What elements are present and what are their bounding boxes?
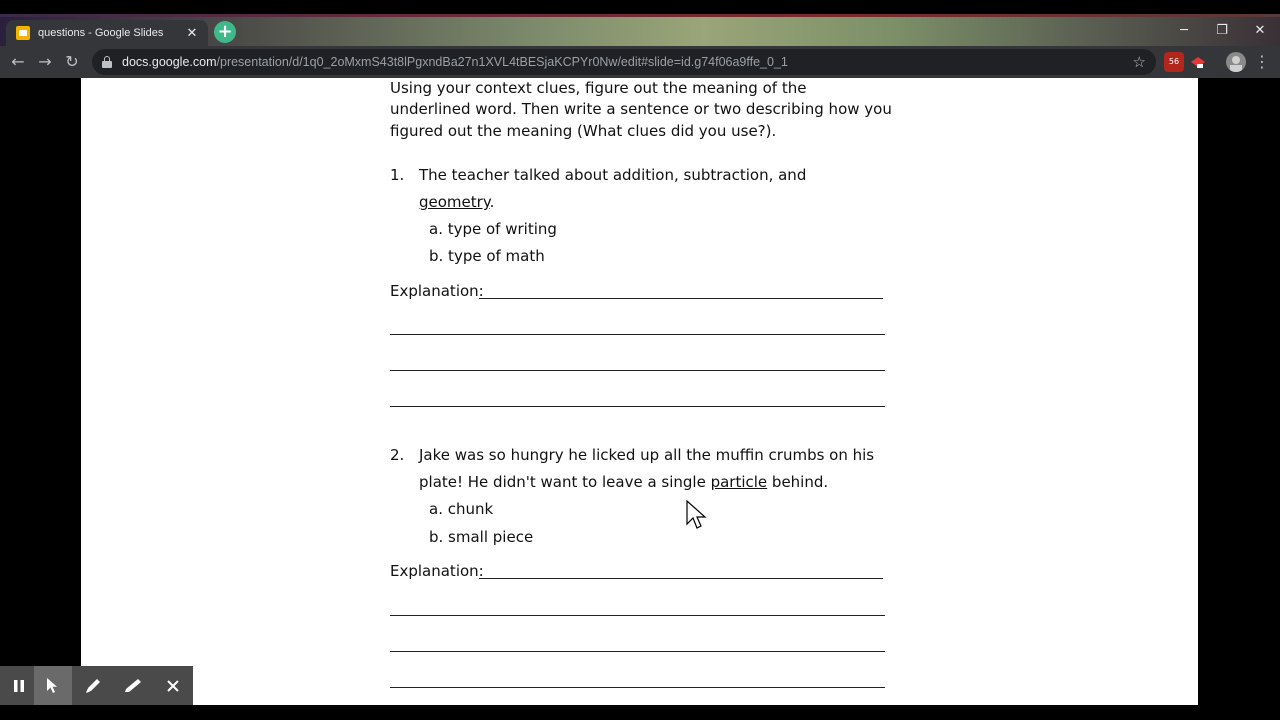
bookmark-star-icon[interactable]: ☆ [1132,53,1146,71]
explanation-line [479,578,883,579]
titlebar-top-stripe [0,0,1280,14]
instructions-line-2: underlined word. Then write a sentence or two describing how you [390,100,892,118]
question-2-text-after: behind. [767,473,829,491]
question-1-explanation-label: Explanation: [390,282,484,300]
explanation-line [390,615,885,616]
explanation-line [479,298,883,299]
mouse-cursor-icon [686,500,708,532]
question-1-text: The teacher talked about addition, subtraction, and [419,166,807,184]
highlighter-button[interactable] [114,666,152,705]
titlebar-accent [0,14,1280,17]
profile-avatar[interactable] [1226,52,1246,72]
address-bar[interactable] [92,49,1156,75]
question-1-number: 1. [390,166,405,184]
question-1-underlined-word: geometry [419,193,490,211]
question-2-option-b: b. small piece [429,528,534,546]
tab-close-icon[interactable]: ✕ [186,25,198,41]
new-tab-button[interactable]: + [214,21,236,43]
lock-icon [102,56,112,68]
pause-button[interactable] [0,666,38,705]
url-host: docs.google.com [122,55,217,69]
url-path: /presentation/d/1q0_2oMxmS43t8lPgxndBa27n1XVL4tBESjaKCPYr0Nw/edit#slide=id.g74f06a9ffe_0_1 [216,55,788,69]
pointer-button[interactable] [34,666,72,705]
question-1-period: . [489,193,495,211]
tab-title: questions - Google Slides [38,27,164,39]
highlighter-icon [123,677,143,695]
question-2-word-line [419,472,828,493]
instructions-line-1: Using your context clues, figure out the meaning of the [390,79,807,97]
question-2-text: Jake was so hungry he licked up all the muffin crumbs on his [419,446,875,464]
forward-button[interactable]: → [38,52,52,71]
question-2-text-before: plate! He didn't want to leave a single [419,473,711,491]
instructions-line-3: figured out the meaning (What clues did you use?). [390,122,777,140]
pen-button[interactable] [74,666,112,705]
explanation-line [390,406,885,407]
extension-icon[interactable] [1188,52,1208,72]
window-close-button[interactable]: ✕ [1254,23,1266,38]
question-2-option-a: a. chunk [429,500,494,518]
explanation-line [390,334,885,335]
question-2-explanation-label: Explanation: [390,562,484,580]
question-1-option-a: a. type of writing [429,220,557,238]
question-1-option-b: b. type of math [429,247,545,265]
browser-tab[interactable] [6,20,208,46]
close-icon [166,679,180,693]
extension-badge: 56 [1168,57,1180,66]
explanation-line [390,370,885,371]
extension-red-icon [1188,52,1208,72]
ublock-extension-icon[interactable] [1164,52,1184,72]
pointer-icon [46,677,60,695]
window-restore-button[interactable]: ❐ [1216,23,1228,38]
avatar-image [1226,52,1246,72]
reload-button[interactable]: ↻ [65,52,79,71]
explanation-line [390,651,885,652]
close-annotation-button[interactable] [154,666,192,705]
explanation-line [390,687,885,688]
pen-icon [84,677,102,695]
window-minimize-button[interactable]: ─ [1180,23,1188,38]
question-1-word-line [419,192,494,213]
pause-icon [12,679,26,693]
browser-menu-icon[interactable]: ⋮ [1254,52,1270,71]
back-button[interactable]: ← [11,52,25,71]
question-2-number: 2. [390,446,405,464]
url-text[interactable] [122,55,1133,69]
question-2-underlined-word: particle [710,473,768,491]
google-slides-icon [16,26,30,40]
